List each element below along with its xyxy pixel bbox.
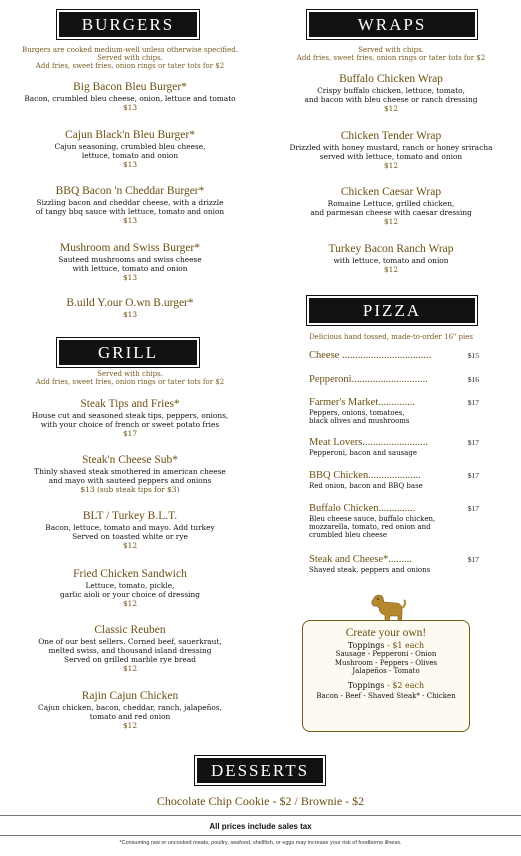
item-desc: Crispy buffalo chicken, lettuce, tomato, bbox=[317, 86, 465, 95]
item-desc: garlic aioli or your choice of dressing bbox=[60, 590, 200, 599]
item-name: B.uild Y.our O.wn B.urger* bbox=[66, 297, 194, 309]
item-desc: Served on toasted white or rye bbox=[72, 532, 188, 541]
item-name: BBQ Bacon 'n Cheddar Burger* bbox=[55, 185, 205, 197]
item-name: Meat Lovers......................... bbox=[309, 437, 428, 448]
grill-note-2: Add fries, sweet fries, onion rings or tater tots for $2 bbox=[35, 378, 225, 386]
item-desc: Romaine Lettuce, grilled chicken, bbox=[327, 199, 455, 208]
item-price: $12 bbox=[122, 664, 138, 673]
item-name: Cheese .................................. bbox=[309, 350, 432, 361]
pizza-item bbox=[309, 437, 479, 457]
tax-note: All prices include sales tax bbox=[209, 822, 312, 831]
item-desc: with your choice of french or sweet potato fries bbox=[40, 420, 220, 429]
item-price: $17 bbox=[467, 555, 479, 564]
item-desc: melted swiss, and thousand island dressing bbox=[48, 646, 212, 655]
item-desc: Red onion, bacon and BBQ base bbox=[309, 482, 423, 490]
toppings-list: Bacon - Beef - Shaved Steak* - Chicken bbox=[316, 691, 456, 700]
menu-item bbox=[0, 624, 260, 673]
item-desc: One of our best sellers. Corned beef, sauerkraut, bbox=[38, 637, 222, 646]
item-price: $12 bbox=[122, 599, 138, 608]
burgers-note-1: Burgers are cooked medium-well unless otherwise specified. bbox=[22, 46, 238, 54]
item-name: Chicken Caesar Wrap bbox=[340, 186, 442, 198]
menu-item bbox=[0, 129, 260, 169]
item-desc: Bacon, lettuce, tomato and mayo. Add turkey bbox=[45, 523, 215, 532]
item-name: Steak and Cheese*......... bbox=[309, 554, 412, 565]
menu-item bbox=[261, 130, 521, 170]
item-price: $17 bbox=[467, 471, 479, 480]
item-desc: Cajun chicken, bacon, cheddar, ranch, jalapeños, bbox=[38, 703, 222, 712]
pizza-title: PIZZA bbox=[362, 301, 422, 320]
item-name: Big Bacon Bleu Burger* bbox=[73, 81, 187, 93]
item-desc: black olives and mushrooms bbox=[309, 417, 410, 425]
item-desc: Sauteed mushrooms and swiss cheese bbox=[58, 255, 202, 264]
item-name: BLT / Turkey B.L.T. bbox=[82, 510, 178, 522]
toppings-price: - $2 each bbox=[387, 680, 425, 690]
toppings-label: Toppings bbox=[347, 641, 385, 650]
menu-item bbox=[0, 510, 260, 550]
item-desc: Sizzling bacon and cheddar cheese, with a drizzle bbox=[36, 198, 224, 207]
item-desc: Thinly shaved steak smothered in american cheese bbox=[34, 467, 226, 476]
item-price: $12 bbox=[383, 265, 399, 274]
item-price: $13 bbox=[122, 160, 138, 169]
wraps-title: WRAPS bbox=[357, 15, 427, 34]
item-name: Farmer's Market.............. bbox=[309, 397, 415, 408]
item-price: $17 bbox=[467, 438, 479, 447]
pizza-note: Delicious hand tossed, made-to-order 16" pies bbox=[309, 333, 473, 341]
grill-title: GRILL bbox=[97, 343, 159, 362]
item-name: Rajin Cajun Chicken bbox=[81, 690, 179, 702]
toppings-list: Jalapeños - Tomato bbox=[352, 667, 420, 675]
desserts-line: Chocolate Chip Cookie - $2 / Brownie - $2 bbox=[156, 794, 365, 808]
pizza-header bbox=[309, 298, 475, 323]
item-desc: Cajun seasoning, crumbled bleu cheese, bbox=[54, 142, 206, 151]
item-desc: of tangy bbq sauce with lettuce, tomato and onion bbox=[35, 207, 225, 216]
menu-item bbox=[0, 297, 260, 319]
burgers-header bbox=[59, 12, 197, 37]
item-name: Steak Tips and Fries* bbox=[80, 398, 180, 410]
item-price: $13 bbox=[122, 310, 138, 319]
pizza-item bbox=[309, 503, 479, 539]
item-desc: with lettuce, tomato and onion bbox=[333, 256, 449, 265]
menu-item bbox=[261, 186, 521, 226]
item-name: Buffalo Chicken Wrap bbox=[339, 73, 443, 85]
wraps-header bbox=[309, 12, 475, 37]
burgers-note-2: Served with chips. bbox=[97, 54, 163, 62]
item-desc: Bacon, crumbled bleu cheese, onion, lettuce and tomato bbox=[24, 94, 236, 103]
burgers-note-3: Add fries, sweet fries, onion rings or tater tots for $2 bbox=[35, 62, 225, 70]
item-desc: and parmesan cheese with caesar dressing bbox=[310, 208, 472, 217]
toppings-list: Sausage - Pepperoni - Onion bbox=[335, 650, 437, 658]
grill-header bbox=[59, 340, 197, 365]
toppings-tier-1 bbox=[303, 641, 469, 650]
pizza-item bbox=[309, 374, 479, 386]
item-price: $13 bbox=[122, 216, 138, 225]
item-name: BBQ Chicken.................... bbox=[309, 470, 421, 481]
pizza-item bbox=[309, 470, 479, 490]
menu-item bbox=[0, 398, 260, 438]
desserts-title: DESSERTS bbox=[210, 761, 310, 780]
item-price: $12 bbox=[383, 104, 399, 113]
item-desc: Bleu cheese sauce, buffalo chicken, bbox=[309, 515, 436, 523]
toppings-label: Toppings bbox=[347, 680, 385, 690]
item-price: $12 bbox=[383, 161, 399, 170]
toppings-list: Mushroom - Peppers - Olives bbox=[334, 658, 438, 667]
menu-item bbox=[0, 690, 260, 730]
item-desc: mozzarella, tomato, red onion and bbox=[309, 523, 431, 531]
item-desc: House cut and seasoned steak tips, peppers, onions, bbox=[31, 411, 229, 420]
wraps-note-1: Served with chips. bbox=[358, 46, 424, 54]
pizza-item bbox=[309, 554, 479, 574]
item-name: Chicken Tender Wrap bbox=[340, 130, 442, 142]
item-desc: served with lettuce, tomato and onion bbox=[319, 152, 463, 161]
menu-item bbox=[261, 73, 521, 113]
item-price: $15 bbox=[467, 351, 479, 360]
item-desc: lettuce, tomato and onion bbox=[81, 151, 179, 160]
menu-item bbox=[0, 185, 260, 225]
item-name: Turkey Bacon Ranch Wrap bbox=[328, 243, 454, 255]
item-desc: Served on grilled marble rye bread bbox=[64, 655, 196, 664]
item-name: Pepperoni............................. bbox=[309, 374, 428, 385]
item-name: Steak'n Cheese Sub* bbox=[82, 454, 178, 466]
create-your-own-box bbox=[302, 620, 470, 732]
toppings-tier-2 bbox=[303, 681, 469, 690]
item-price: $12 bbox=[383, 217, 399, 226]
desserts-header bbox=[197, 758, 323, 783]
wraps-note-2: Add fries, sweet fries, onion rings or tater tots for $2 bbox=[296, 54, 486, 62]
item-desc: tomato and red onion bbox=[89, 712, 171, 721]
item-desc: with lettuce, tomato and onion bbox=[72, 264, 188, 273]
item-desc: Shaved steak, peppers and onions bbox=[309, 566, 431, 574]
menu-item bbox=[0, 568, 260, 608]
item-desc: Drizzled with honey mustard, ranch or honey sriracha bbox=[289, 143, 493, 152]
item-price: $13 bbox=[122, 273, 138, 282]
item-desc: Lettuce, tomato, pickle, bbox=[85, 581, 175, 590]
item-price: $17 bbox=[467, 504, 479, 513]
item-price: $12 bbox=[122, 721, 138, 730]
item-desc: and mayo with sauteed peppers and onions bbox=[48, 476, 212, 485]
item-desc: and bacon with bleu cheese or ranch dressing bbox=[304, 95, 478, 104]
item-desc: Peppers, onions, tomatoes, bbox=[309, 409, 405, 417]
item-name: Mushroom and Swiss Burger* bbox=[59, 242, 201, 254]
menu-item bbox=[0, 242, 260, 282]
pizza-item bbox=[309, 350, 479, 362]
item-price: $13 bbox=[122, 103, 138, 112]
item-price: $13 (sub steak tips for $3) bbox=[80, 485, 180, 494]
burgers-title: BURGERS bbox=[81, 15, 175, 34]
disclaimer: *Consuming raw or uncooked meats, poultry, seafood, shellfish, or eggs may increase your risk of foodborne illness. bbox=[119, 840, 402, 846]
menu-item bbox=[0, 454, 260, 494]
item-name: Classic Reuben bbox=[94, 624, 166, 636]
item-price: $17 bbox=[467, 398, 479, 407]
pizza-item bbox=[309, 397, 479, 425]
item-price: $17 bbox=[122, 429, 138, 438]
create-title: Create your own! bbox=[345, 627, 427, 639]
item-price: $12 bbox=[122, 541, 138, 550]
menu-item bbox=[0, 81, 260, 112]
item-name: Buffalo Chicken.............. bbox=[309, 503, 416, 514]
item-name: Fried Chicken Sandwich bbox=[73, 568, 187, 580]
item-name: Cajun Black'n Bleu Burger* bbox=[65, 129, 195, 141]
grill-note-1: Served with chips. bbox=[97, 370, 163, 378]
item-price: $16 bbox=[467, 375, 479, 384]
divider bbox=[0, 815, 521, 816]
divider bbox=[0, 835, 521, 836]
item-desc: crumbled bleu cheese bbox=[309, 531, 388, 539]
menu-item bbox=[261, 243, 521, 274]
toppings-price: - $1 each bbox=[387, 641, 425, 650]
item-desc: Pepperoni, bacon and sausage bbox=[309, 449, 417, 457]
